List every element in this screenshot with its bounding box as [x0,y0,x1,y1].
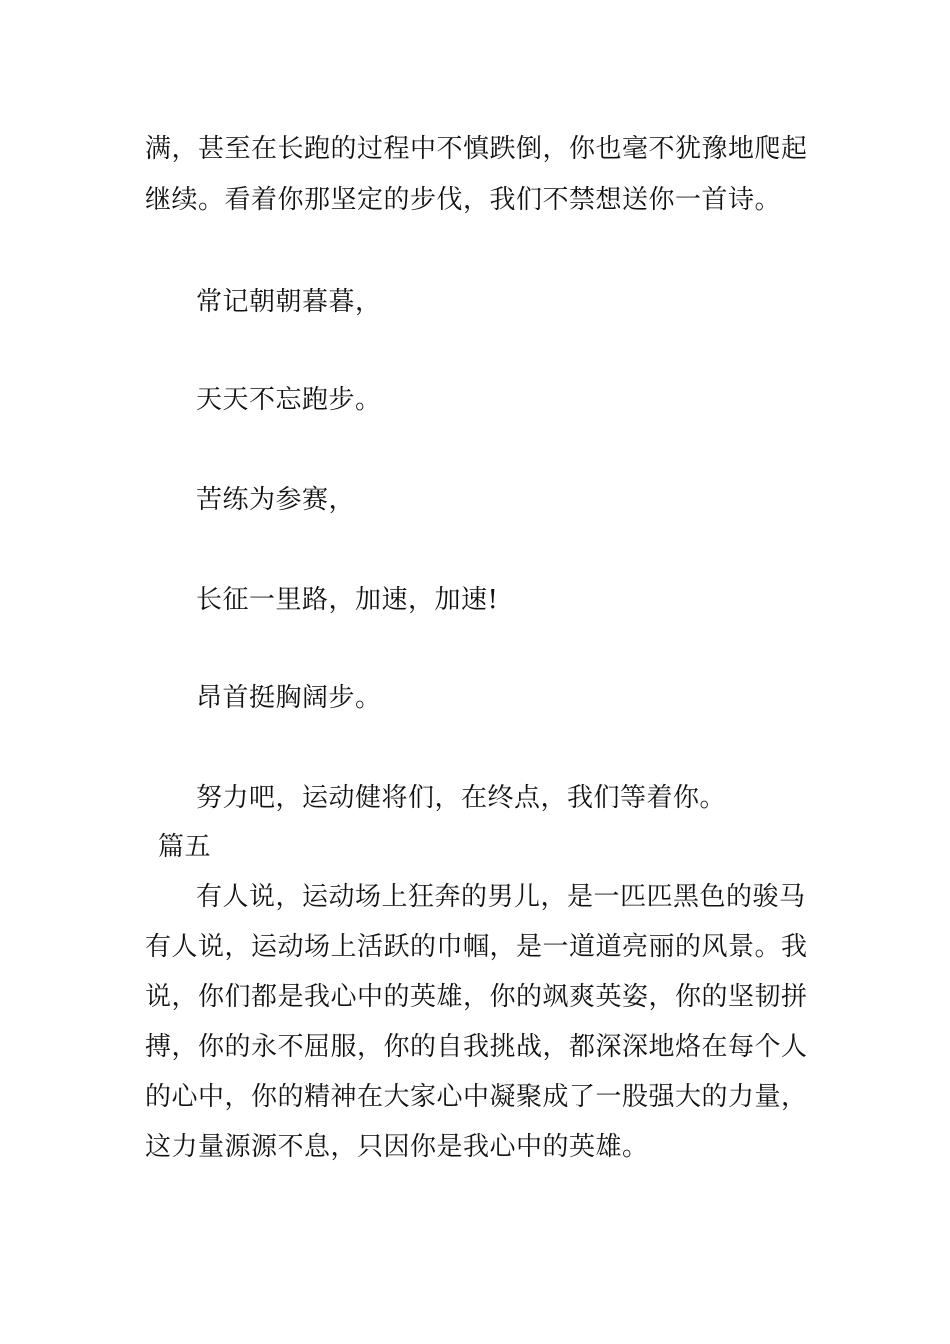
paragraph-line: 有人说，运动场上活跃的巾帼，是一道道亮丽的风景。我 [145,932,808,962]
paragraph-line: 继续。看着你那坚定的步伐，我们不禁想送你一首诗。 [145,185,782,215]
paragraph-line: 满，甚至在长跑的过程中不慎跌倒，你也毫不犹豫地爬起 [145,134,808,164]
poem-line: 常记朝朝暮暮， [196,287,382,317]
paragraph-line: 说，你们都是我心中的英雄，你的飒爽英姿，你的坚韧拼 [145,982,808,1012]
poem-line: 长征一里路，加速，加速! [196,585,499,615]
poem-line: 天天不忘跑步。 [196,385,382,415]
section-heading: 篇五 [158,832,212,862]
closing-line: 努力吧，运动健将们，在终点，我们等着你。 [196,783,727,813]
paragraph-line: 搏，你的永不屈服，你的自我挑战，都深深地烙在每个人 [145,1032,808,1062]
paragraph-line: 这力量源源不息，只因你是我心中的英雄。 [145,1132,649,1162]
paragraph-line: 有人说，运动场上狂奔的男儿，是一匹匹黑色的骏马 [196,882,806,912]
poem-line: 苦练为参赛， [196,485,356,515]
poem-line: 昂首挺胸阔步。 [196,683,382,713]
paragraph-line: 的心中，你的精神在大家心中凝聚成了一股强大的力量， [145,1082,808,1112]
